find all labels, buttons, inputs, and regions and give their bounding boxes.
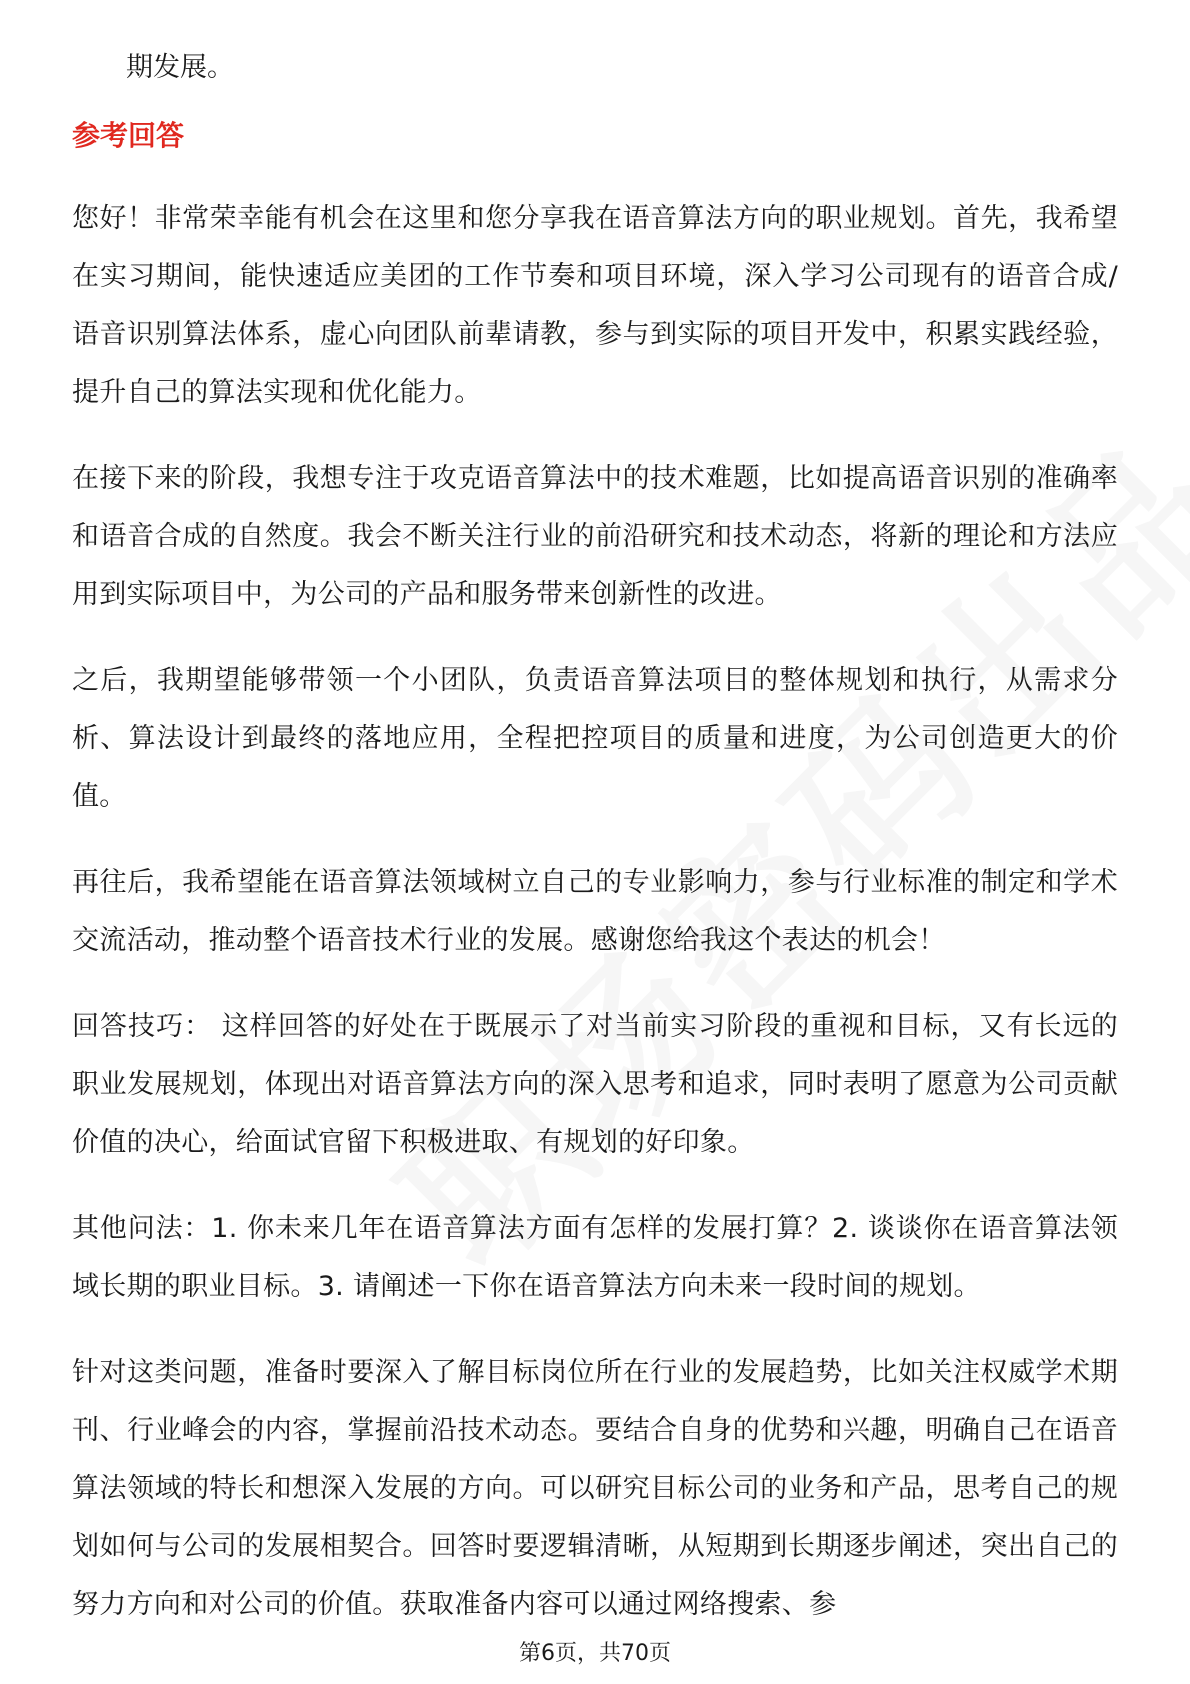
paragraph-other-questions: 其他问法：1. 你未来几年在语音算法方面有怎样的发展打算？2. 谈谈你在语音算法领域长期的职业目标。3. 请阐述一下你在语音算法方向未来一段时间的规划。 [72,1213,1119,1302]
page-number: 第6页，共70页 [519,1641,671,1666]
document-body [72,48,1118,1662]
paragraph-answer-tips: 回答技巧： 这样回答的好处在于既展示了对当前实习阶段的重视和目标，又有长远的职业发展规划，体现出对语音算法方向的深入思考和追求，同时表明了愿意为公司贡献价值的决心，给面试官留下积极进取、有规划的好印象。 [72,1011,1118,1158]
paragraph-4: 再往后，我希望能在语音算法领域树立自己的专业影响力，参与行业标准的制定和学术交流活动，推动整个语音技术行业的发展。感谢您给我这个表达的机会！ [72,867,1118,956]
section-heading: 参考回答 [72,119,185,152]
continuation-line: 期发展。 [126,52,234,83]
paragraph-preparation: 针对这类问题，准备时要深入了解目标岗位所在行业的发展趋势，比如关注权威学术期刊、行业峰会的内容，掌握前沿技术动态。要结合自身的优势和兴趣，明确自己在语音算法领域的特长和想深入发展的方向。可以研究目标公司的业务和产品，思考自己的规划如何与公司的发展相契合。回答时要逻辑清晰，从短期到长期逐步阐述，突出自己的努力方向和对公司的价值。获取准备内容可以通过网络搜索、参 [72,1357,1118,1620]
paragraph-3: 之后，我期望能够带领一个小团队，负责语音算法项目的整体规划和执行，从需求分析、算法设计到最终的落地应用，全程把控项目的质量和进度，为公司创造更大的价值。 [72,665,1118,812]
paragraph-2: 在接下来的阶段，我想专注于攻克语音算法中的技术难题，比如提高语音识别的准确率和语音合成的自然度。我会不断关注行业的前沿研究和技术动态，将新的理论和方法应用到实际项目中，为公司的产品和服务带来创新性的改进。 [72,463,1118,610]
paragraph-1: 您好！非常荣幸能有机会在这里和您分享我在语音算法方向的职业规划。首先，我希望在实习期间，能快速适应美团的工作节奏和项目环境，深入学习公司现有的语音合成/语音识别算法体系，虚心向团队前辈请教，参与到实际的项目开发中，积累实践经验，提升自己的算法实现和优化能力。 [72,203,1118,408]
